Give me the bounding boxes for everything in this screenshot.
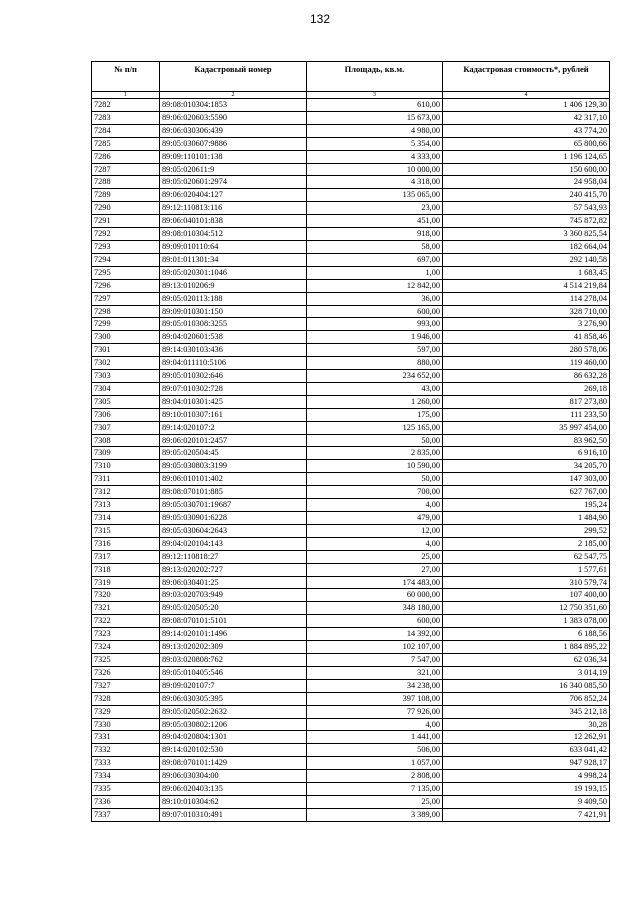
cadastral-value-cell: 12 262,91 xyxy=(443,731,610,744)
cadastral-number-cell: 89:05:030701:19687 xyxy=(160,499,307,512)
cadastral-value-cell: 1 406 129,30 xyxy=(443,99,610,112)
row-number-cell: 7284 xyxy=(92,124,160,137)
cadastral-value-cell: 12 750 351,60 xyxy=(443,602,610,615)
row-number-cell: 7300 xyxy=(92,331,160,344)
cadastral-value-cell: 30,28 xyxy=(443,718,610,731)
cadastral-number-cell: 89:06:020101:2457 xyxy=(160,434,307,447)
area-cell: 135 065,00 xyxy=(307,189,443,202)
table-row xyxy=(92,679,610,692)
area-cell: 43,00 xyxy=(307,382,443,395)
area-cell: 14 392,00 xyxy=(307,628,443,641)
cadastral-value-cell: 292 140,58 xyxy=(443,253,610,266)
area-cell: 234 652,00 xyxy=(307,370,443,383)
cadastral-number-cell: 89:06:010101:402 xyxy=(160,473,307,486)
row-number-cell: 7325 xyxy=(92,653,160,666)
cadastral-value-cell: 1 577,61 xyxy=(443,563,610,576)
cadastral-value-cell: 24 958,04 xyxy=(443,176,610,189)
area-cell: 12 842,00 xyxy=(307,279,443,292)
area-cell: 7 135,00 xyxy=(307,783,443,796)
area-cell: 2 808,00 xyxy=(307,770,443,783)
row-number-cell: 7331 xyxy=(92,731,160,744)
row-number-cell: 7324 xyxy=(92,641,160,654)
cadastral-value-cell: 633 041,42 xyxy=(443,744,610,757)
table-row xyxy=(92,615,610,628)
cadastral-value-cell: 745 872,82 xyxy=(443,215,610,228)
row-number-cell: 7283 xyxy=(92,111,160,124)
row-number-cell: 7296 xyxy=(92,279,160,292)
table-row xyxy=(92,163,610,176)
cadastral-value-cell: 817 273,80 xyxy=(443,395,610,408)
cadastral-value-cell: 83 962,50 xyxy=(443,434,610,447)
area-cell: 397 108,00 xyxy=(307,692,443,705)
table-row xyxy=(92,279,610,292)
cadastral-number-cell: 89:06:020603:5590 xyxy=(160,111,307,124)
column-number: 4 xyxy=(443,92,610,99)
cadastral-number-cell: 89:04:011110:5106 xyxy=(160,357,307,370)
cadastral-value-cell: 42 317,10 xyxy=(443,111,610,124)
table-row xyxy=(92,589,610,602)
table-row xyxy=(92,202,610,215)
column-number: 1 xyxy=(92,92,160,99)
cadastral-number-cell: 89:04:010301:425 xyxy=(160,395,307,408)
area-cell: 506,00 xyxy=(307,744,443,757)
cadastral-value-cell: 328 710,00 xyxy=(443,305,610,318)
row-number-cell: 7329 xyxy=(92,705,160,718)
area-cell: 880,00 xyxy=(307,357,443,370)
cadastral-number-cell: 89:05:020113:188 xyxy=(160,292,307,305)
table-row xyxy=(92,395,610,408)
table-body xyxy=(92,99,610,822)
cadastral-number-cell: 89:03:020703:949 xyxy=(160,589,307,602)
area-cell: 4 333,00 xyxy=(307,150,443,163)
table-row xyxy=(92,150,610,163)
cadastral-number-cell: 89:05:020502:2632 xyxy=(160,705,307,718)
cadastral-number-cell: 89:05:020504:45 xyxy=(160,447,307,460)
cadastral-value-cell: 2 185,00 xyxy=(443,537,610,550)
cadastral-value-cell: 195,24 xyxy=(443,499,610,512)
column-number: 2 xyxy=(160,92,307,99)
row-number-cell: 7298 xyxy=(92,305,160,318)
row-number-cell: 7294 xyxy=(92,253,160,266)
cadastral-number-cell: 89:05:030901:6228 xyxy=(160,512,307,525)
area-cell: 34 238,00 xyxy=(307,679,443,692)
area-cell: 50,00 xyxy=(307,434,443,447)
table-row xyxy=(92,666,610,679)
cadastral-number-cell: 89:07:010302:728 xyxy=(160,382,307,395)
row-number-cell: 7319 xyxy=(92,576,160,589)
cadastral-value-cell: 1 383 078,00 xyxy=(443,615,610,628)
area-cell: 4 980,00 xyxy=(307,124,443,137)
area-cell: 12,00 xyxy=(307,524,443,537)
column-number-row xyxy=(92,92,610,99)
cadastral-number-cell: 89:08:070101:1429 xyxy=(160,757,307,770)
cadastral-value-cell: 4 998,24 xyxy=(443,770,610,783)
cadastral-number-cell: 89:05:020505:20 xyxy=(160,602,307,615)
row-number-cell: 7318 xyxy=(92,563,160,576)
area-cell: 4,00 xyxy=(307,537,443,550)
row-number-cell: 7320 xyxy=(92,589,160,602)
row-number-cell: 7311 xyxy=(92,473,160,486)
row-number-cell: 7323 xyxy=(92,628,160,641)
row-number-cell: 7315 xyxy=(92,524,160,537)
row-number-cell: 7289 xyxy=(92,189,160,202)
row-number-cell: 7335 xyxy=(92,783,160,796)
row-number-cell: 7282 xyxy=(92,99,160,112)
cadastral-value-cell: 43 774,20 xyxy=(443,124,610,137)
table-row xyxy=(92,783,610,796)
cadastral-value-cell: 3 014,19 xyxy=(443,666,610,679)
row-number-cell: 7309 xyxy=(92,447,160,460)
area-cell: 23,00 xyxy=(307,202,443,215)
row-number-cell: 7332 xyxy=(92,744,160,757)
cadastral-value-cell: 35 997 454,00 xyxy=(443,421,610,434)
table-row xyxy=(92,731,610,744)
cadastral-number-cell: 89:10:010307:161 xyxy=(160,408,307,421)
cadastral-value-cell: 111 233,50 xyxy=(443,408,610,421)
cadastral-value-cell: 627 767,00 xyxy=(443,486,610,499)
cadastral-number-cell: 89:14:020101:1496 xyxy=(160,628,307,641)
row-number-cell: 7334 xyxy=(92,770,160,783)
row-number-cell: 7330 xyxy=(92,718,160,731)
row-number-cell: 7314 xyxy=(92,512,160,525)
area-cell: 697,00 xyxy=(307,253,443,266)
header-cadastral-value: Кадастровая стоимость*, рублей xyxy=(443,62,610,92)
cadastral-number-cell: 89:06:030304:00 xyxy=(160,770,307,783)
cadastral-number-cell: 89:06:040101:838 xyxy=(160,215,307,228)
area-cell: 4 318,00 xyxy=(307,176,443,189)
cadastral-value-cell: 114 278,04 xyxy=(443,292,610,305)
table-row xyxy=(92,641,610,654)
table-row xyxy=(92,382,610,395)
area-cell: 1 946,00 xyxy=(307,331,443,344)
cadastral-value-cell: 1 884 895,22 xyxy=(443,641,610,654)
area-cell: 3 389,00 xyxy=(307,808,443,821)
area-cell: 102 107,00 xyxy=(307,641,443,654)
table-row xyxy=(92,770,610,783)
cadastral-number-cell: 89:01:011301:34 xyxy=(160,253,307,266)
row-number-cell: 7316 xyxy=(92,537,160,550)
table-row xyxy=(92,757,610,770)
table-row xyxy=(92,189,610,202)
table-row xyxy=(92,795,610,808)
cadastral-value-cell: 57 543,93 xyxy=(443,202,610,215)
table-row xyxy=(92,292,610,305)
area-cell: 60 000,00 xyxy=(307,589,443,602)
cadastral-value-cell: 62 547,75 xyxy=(443,550,610,563)
table-row xyxy=(92,447,610,460)
cadastral-value-cell: 269,18 xyxy=(443,382,610,395)
table-row xyxy=(92,228,610,241)
cadastral-number-cell: 89:13:010206:9 xyxy=(160,279,307,292)
table-row xyxy=(92,744,610,757)
row-number-cell: 7310 xyxy=(92,460,160,473)
cadastral-number-cell: 89:05:030802:1206 xyxy=(160,718,307,731)
table-row xyxy=(92,240,610,253)
table-row xyxy=(92,628,610,641)
table-row xyxy=(92,808,610,821)
column-number: 3 xyxy=(307,92,443,99)
table-row xyxy=(92,305,610,318)
table-row xyxy=(92,718,610,731)
cadastral-value-cell: 19 193,15 xyxy=(443,783,610,796)
table-row xyxy=(92,318,610,331)
row-number-cell: 7288 xyxy=(92,176,160,189)
cadastral-value-cell: 6 188,56 xyxy=(443,628,610,641)
cadastral-value-cell: 345 212,18 xyxy=(443,705,610,718)
row-number-cell: 7295 xyxy=(92,266,160,279)
cadastral-value-cell: 1 484,90 xyxy=(443,512,610,525)
table-row xyxy=(92,370,610,383)
row-number-cell: 7287 xyxy=(92,163,160,176)
table-row xyxy=(92,176,610,189)
area-cell: 15 673,00 xyxy=(307,111,443,124)
area-cell: 2 835,00 xyxy=(307,447,443,460)
cadastral-number-cell: 89:05:030803:3199 xyxy=(160,460,307,473)
cadastral-number-cell: 89:14:020107:2 xyxy=(160,421,307,434)
row-number-cell: 7306 xyxy=(92,408,160,421)
area-cell: 1 441,00 xyxy=(307,731,443,744)
table-row xyxy=(92,421,610,434)
cadastral-number-cell: 89:04:020104:143 xyxy=(160,537,307,550)
table-row xyxy=(92,524,610,537)
cadastral-value-cell: 41 858,46 xyxy=(443,331,610,344)
cadastral-number-cell: 89:10:010304:62 xyxy=(160,795,307,808)
cadastral-number-cell: 89:05:020611:9 xyxy=(160,163,307,176)
table-row xyxy=(92,563,610,576)
cadastral-value-cell: 947 928,17 xyxy=(443,757,610,770)
area-cell: 77 926,00 xyxy=(307,705,443,718)
area-cell: 993,00 xyxy=(307,318,443,331)
table-row xyxy=(92,253,610,266)
table-row xyxy=(92,512,610,525)
cadastral-value-cell: 150 600,00 xyxy=(443,163,610,176)
cadastral-number-cell: 89:12:110813:116 xyxy=(160,202,307,215)
cadastral-value-cell: 6 916,10 xyxy=(443,447,610,460)
cadastral-number-cell: 89:03:020808:762 xyxy=(160,653,307,666)
area-cell: 5 354,00 xyxy=(307,137,443,150)
cadastral-number-cell: 89:08:010304:512 xyxy=(160,228,307,241)
cadastral-value-cell: 16 340 085,50 xyxy=(443,679,610,692)
row-number-cell: 7337 xyxy=(92,808,160,821)
area-cell: 27,00 xyxy=(307,563,443,576)
header-area: Площадь, кв.м. xyxy=(307,62,443,92)
cadastral-number-cell: 89:05:020601:2974 xyxy=(160,176,307,189)
table-row xyxy=(92,499,610,512)
cadastral-number-cell: 89:06:030401:25 xyxy=(160,576,307,589)
table-row xyxy=(92,215,610,228)
cadastral-value-cell: 299,52 xyxy=(443,524,610,537)
cadastral-value-cell: 706 852,24 xyxy=(443,692,610,705)
cadastral-value-cell: 182 664,04 xyxy=(443,240,610,253)
area-cell: 610,00 xyxy=(307,99,443,112)
table-row xyxy=(92,692,610,705)
area-cell: 175,00 xyxy=(307,408,443,421)
cadastral-number-cell: 89:12:110818:27 xyxy=(160,550,307,563)
row-number-cell: 7322 xyxy=(92,615,160,628)
cadastral-number-cell: 89:13:020202:727 xyxy=(160,563,307,576)
cadastral-number-cell: 89:07:010310:491 xyxy=(160,808,307,821)
row-number-cell: 7326 xyxy=(92,666,160,679)
table-row xyxy=(92,408,610,421)
area-cell: 174 483,00 xyxy=(307,576,443,589)
cadastral-number-cell: 89:05:010302:646 xyxy=(160,370,307,383)
row-number-cell: 7297 xyxy=(92,292,160,305)
page-number: 132 xyxy=(309,12,331,26)
area-cell: 479,00 xyxy=(307,512,443,525)
cadastral-value-cell: 147 303,00 xyxy=(443,473,610,486)
row-number-cell: 7321 xyxy=(92,602,160,615)
row-number-cell: 7301 xyxy=(92,344,160,357)
table-header-row xyxy=(92,62,610,92)
row-number-cell: 7292 xyxy=(92,228,160,241)
cadastral-number-cell: 89:05:010405:546 xyxy=(160,666,307,679)
cadastral-value-cell: 65 800,66 xyxy=(443,137,610,150)
row-number-cell: 7305 xyxy=(92,395,160,408)
cadastral-number-cell: 89:14:020102:530 xyxy=(160,744,307,757)
area-cell: 597,00 xyxy=(307,344,443,357)
row-number-cell: 7299 xyxy=(92,318,160,331)
row-number-cell: 7302 xyxy=(92,357,160,370)
table-row xyxy=(92,124,610,137)
area-cell: 321,00 xyxy=(307,666,443,679)
cadastral-number-cell: 89:14:030103:436 xyxy=(160,344,307,357)
row-number-cell: 7308 xyxy=(92,434,160,447)
table-row xyxy=(92,111,610,124)
cadastral-number-cell: 89:04:020804:1301 xyxy=(160,731,307,744)
cadastral-value-cell: 240 415,70 xyxy=(443,189,610,202)
row-number-cell: 7293 xyxy=(92,240,160,253)
table-row xyxy=(92,473,610,486)
cadastral-value-cell: 119 460,00 xyxy=(443,357,610,370)
cadastral-value-cell: 62 036,34 xyxy=(443,653,610,666)
cadastral-number-cell: 89:05:030604:2643 xyxy=(160,524,307,537)
cadastral-number-cell: 89:06:030305:395 xyxy=(160,692,307,705)
area-cell: 58,00 xyxy=(307,240,443,253)
table-row xyxy=(92,705,610,718)
table-row xyxy=(92,266,610,279)
table-row xyxy=(92,434,610,447)
row-number-cell: 7290 xyxy=(92,202,160,215)
cadastral-number-cell: 89:06:020404:127 xyxy=(160,189,307,202)
cadastral-number-cell: 89:06:030306:439 xyxy=(160,124,307,137)
cadastral-number-cell: 89:08:010304:1853 xyxy=(160,99,307,112)
row-number-cell: 7303 xyxy=(92,370,160,383)
cadastral-value-cell: 107 400,00 xyxy=(443,589,610,602)
cadastral-value-cell: 3 360 825,54 xyxy=(443,228,610,241)
area-cell: 451,00 xyxy=(307,215,443,228)
table-row xyxy=(92,357,610,370)
cadastral-value-cell: 1 683,45 xyxy=(443,266,610,279)
area-cell: 10 000,00 xyxy=(307,163,443,176)
table-row xyxy=(92,460,610,473)
cadastral-number-cell: 89:09:110101:138 xyxy=(160,150,307,163)
area-cell: 1,00 xyxy=(307,266,443,279)
row-number-cell: 7317 xyxy=(92,550,160,563)
row-number-cell: 7313 xyxy=(92,499,160,512)
area-cell: 1 260,00 xyxy=(307,395,443,408)
table-row xyxy=(92,137,610,150)
header-row-number: № п/п xyxy=(92,62,160,92)
area-cell: 4,00 xyxy=(307,718,443,731)
cadastral-value-cell: 7 421,91 xyxy=(443,808,610,821)
area-cell: 600,00 xyxy=(307,615,443,628)
cadastral-number-cell: 89:04:020601:538 xyxy=(160,331,307,344)
cadastral-value-cell: 4 514 219,84 xyxy=(443,279,610,292)
table-row xyxy=(92,99,610,112)
row-number-cell: 7327 xyxy=(92,679,160,692)
area-cell: 36,00 xyxy=(307,292,443,305)
cadastral-number-cell: 89:05:030607:9886 xyxy=(160,137,307,150)
cadastral-number-cell: 89:13:020202:309 xyxy=(160,641,307,654)
area-cell: 1 057,00 xyxy=(307,757,443,770)
row-number-cell: 7304 xyxy=(92,382,160,395)
table-row xyxy=(92,576,610,589)
cadastral-number-cell: 89:05:010308:3255 xyxy=(160,318,307,331)
row-number-cell: 7312 xyxy=(92,486,160,499)
row-number-cell: 7328 xyxy=(92,692,160,705)
header-cadastral-number: Кадастровый номер xyxy=(160,62,307,92)
cadastral-value-cell: 280 578,06 xyxy=(443,344,610,357)
area-cell: 7 547,00 xyxy=(307,653,443,666)
table-row xyxy=(92,537,610,550)
area-cell: 125 165,00 xyxy=(307,421,443,434)
cadastral-value-cell: 86 632,28 xyxy=(443,370,610,383)
cadastral-number-cell: 89:08:070101:885 xyxy=(160,486,307,499)
table-row xyxy=(92,331,610,344)
area-cell: 50,00 xyxy=(307,473,443,486)
area-cell: 4,00 xyxy=(307,499,443,512)
area-cell: 348 180,00 xyxy=(307,602,443,615)
area-cell: 918,00 xyxy=(307,228,443,241)
row-number-cell: 7291 xyxy=(92,215,160,228)
table-row xyxy=(92,653,610,666)
table-row xyxy=(92,344,610,357)
cadastral-number-cell: 89:08:070101:5101 xyxy=(160,615,307,628)
area-cell: 700,00 xyxy=(307,486,443,499)
cadastral-number-cell: 89:06:020403:135 xyxy=(160,783,307,796)
cadastral-number-cell: 89:09:010301:150 xyxy=(160,305,307,318)
row-number-cell: 7336 xyxy=(92,795,160,808)
area-cell: 10 590,00 xyxy=(307,460,443,473)
table-row xyxy=(92,486,610,499)
area-cell: 600,00 xyxy=(307,305,443,318)
cadastral-value-cell: 3 276,90 xyxy=(443,318,610,331)
area-cell: 25,00 xyxy=(307,550,443,563)
cadastral-value-cell: 34 205,70 xyxy=(443,460,610,473)
cadastral-number-cell: 89:05:020301:1046 xyxy=(160,266,307,279)
row-number-cell: 7307 xyxy=(92,421,160,434)
cadastral-value-cell: 1 196 124,65 xyxy=(443,150,610,163)
cadastral-number-cell: 89:09:010110:64 xyxy=(160,240,307,253)
row-number-cell: 7285 xyxy=(92,137,160,150)
cadastral-value-cell: 9 409,50 xyxy=(443,795,610,808)
area-cell: 25,00 xyxy=(307,795,443,808)
table-row xyxy=(92,602,610,615)
cadastral-value-table xyxy=(91,61,610,822)
cadastral-value-cell: 310 579,74 xyxy=(443,576,610,589)
row-number-cell: 7333 xyxy=(92,757,160,770)
row-number-cell: 7286 xyxy=(92,150,160,163)
cadastral-number-cell: 89:09:020107:7 xyxy=(160,679,307,692)
table-row xyxy=(92,550,610,563)
